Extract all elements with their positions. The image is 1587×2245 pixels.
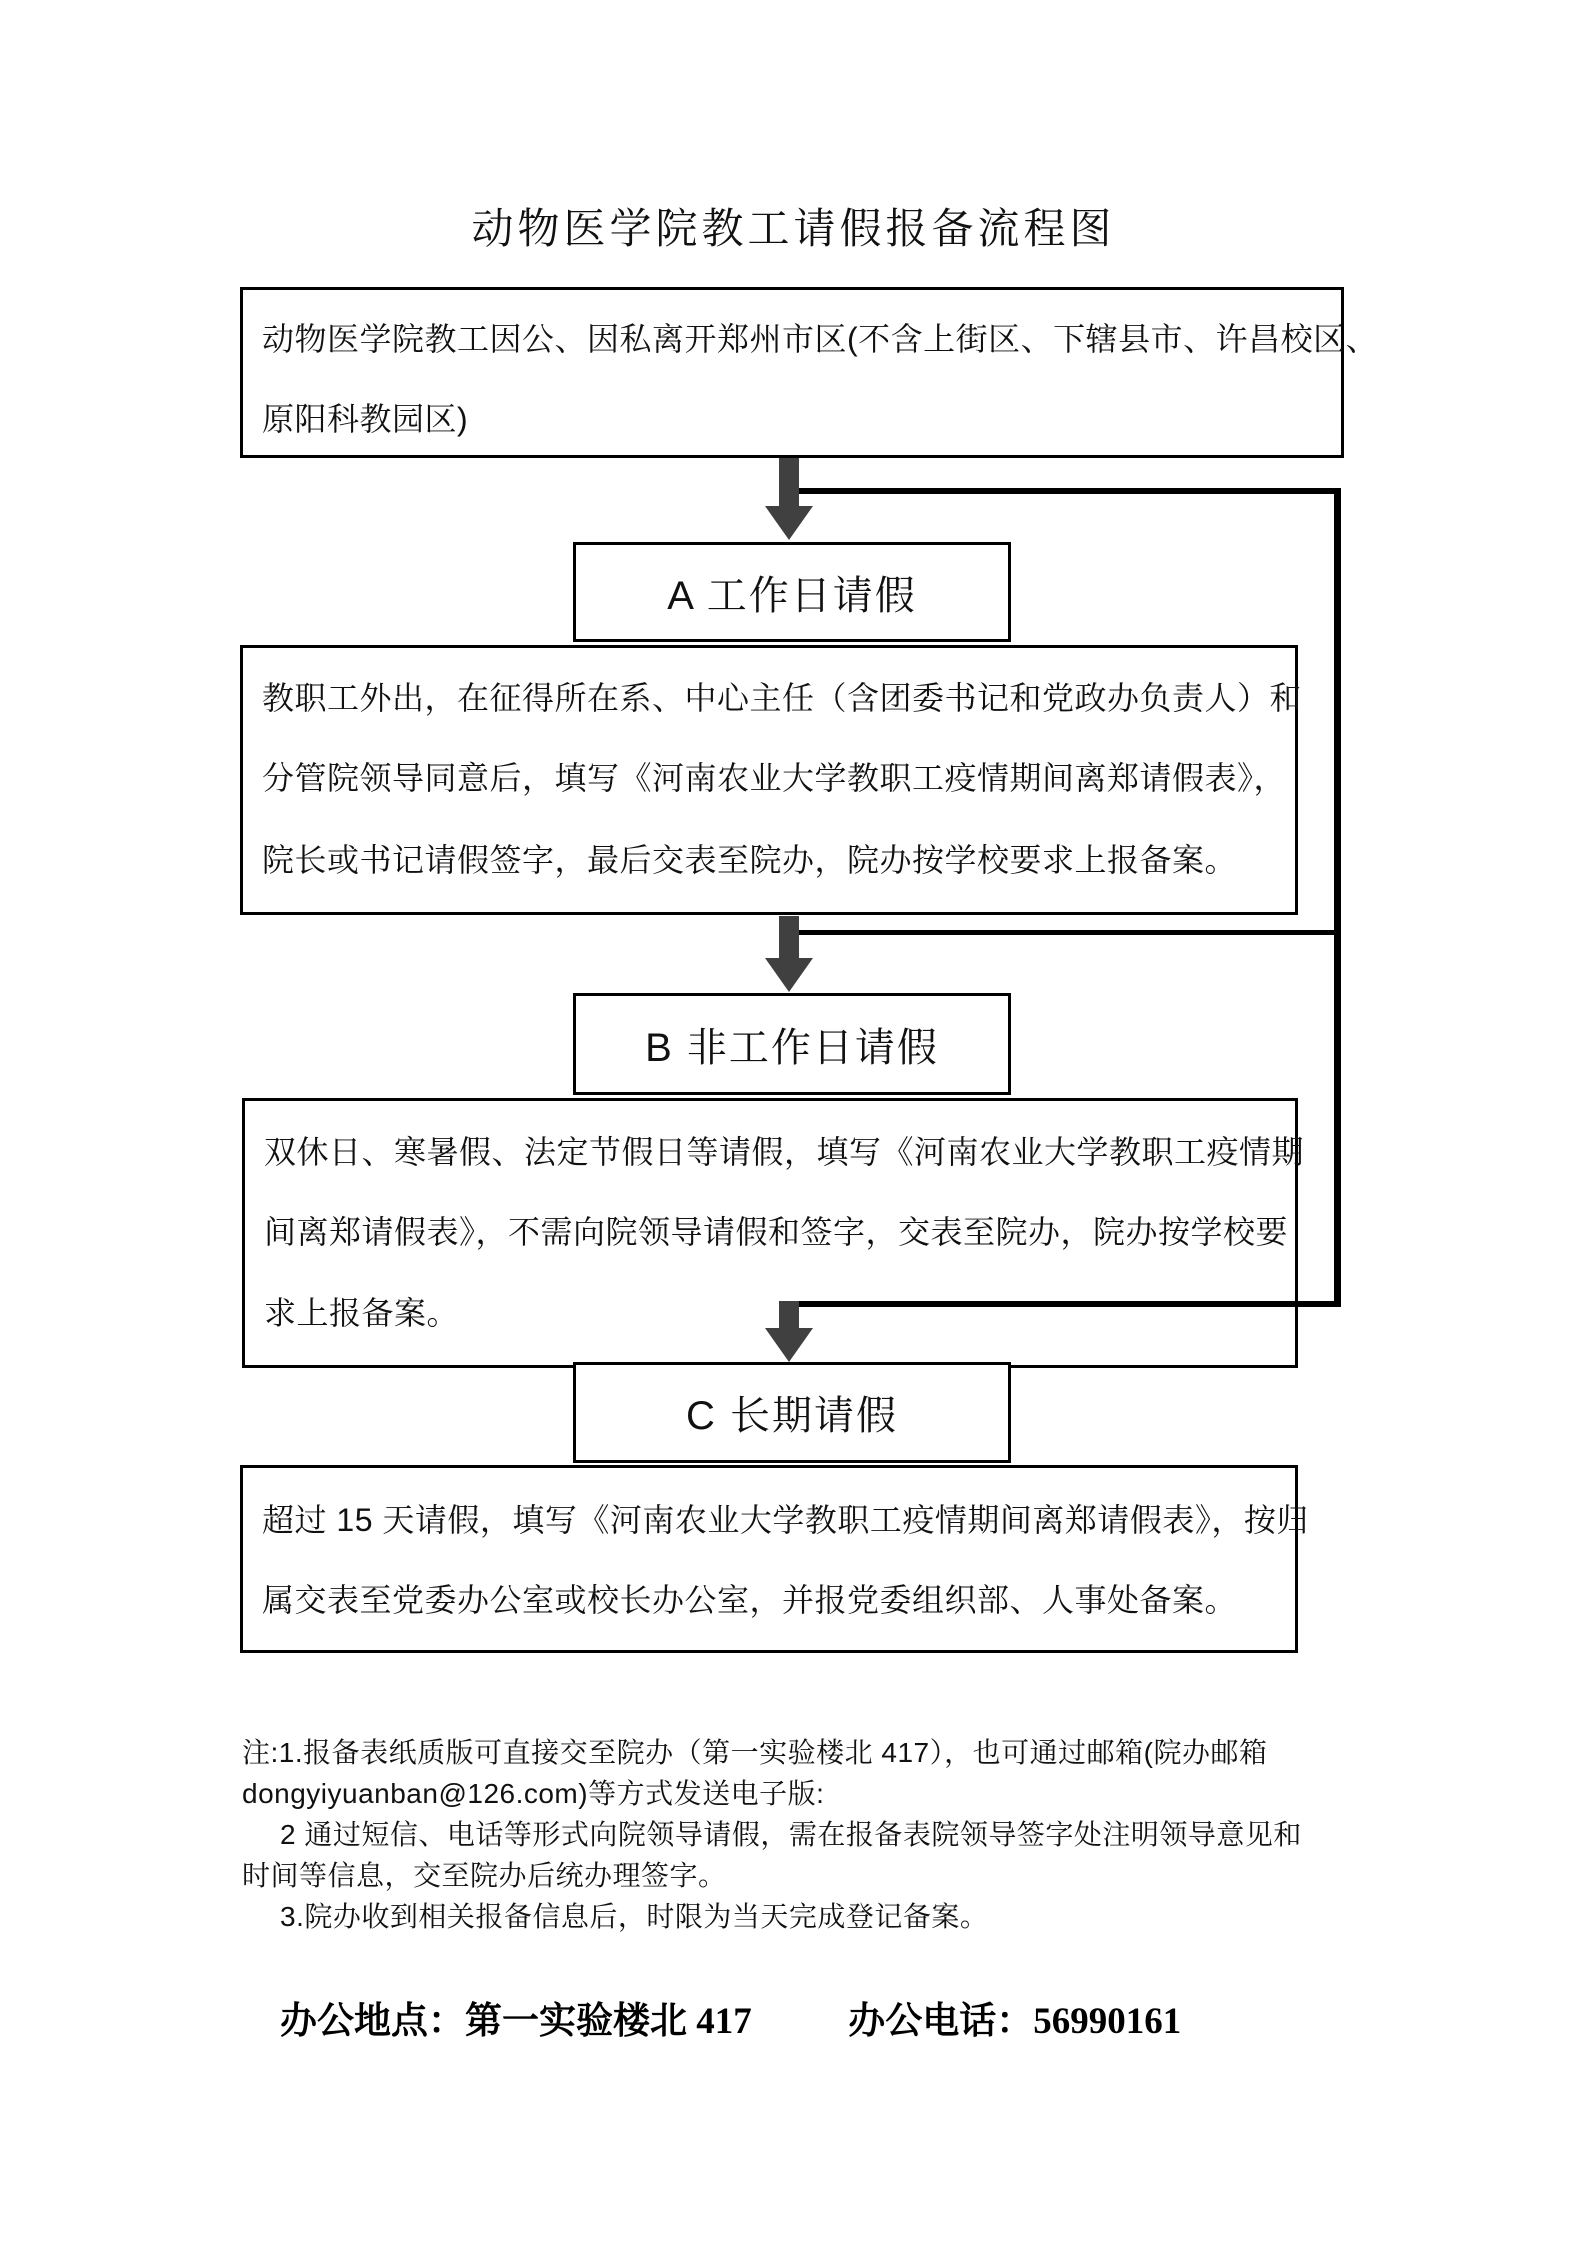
connector-line-bottom bbox=[789, 1301, 1341, 1307]
arrow-shaft bbox=[779, 458, 799, 506]
office-phone: 办公电话：56990161 bbox=[848, 2001, 1182, 2042]
step-c-desc-box bbox=[240, 1465, 1309, 1653]
arrow-head bbox=[765, 958, 813, 992]
arrow-head bbox=[765, 1328, 813, 1362]
notes-block bbox=[242, 1732, 1372, 1937]
note-line: 3.院办收到相关报备信息后，时限为当天完成登记备案。 bbox=[280, 1901, 989, 1932]
step-a-label: A 工作日请假 bbox=[667, 573, 917, 618]
desc-text-line: 求上报备案。 bbox=[264, 1295, 460, 1331]
desc-text-line: 属交表至党委办公室或校长办公室，并报党委组织部、人事处备案。 bbox=[262, 1582, 1238, 1618]
start-box-line: 动物医学院教工因公、因私离开郑州市区(不含上街区、下辖县市、许昌校区、 bbox=[262, 321, 1379, 357]
bypass-rail-line bbox=[1334, 488, 1341, 1307]
step-c-label: C 长期请假 bbox=[686, 1394, 898, 1438]
desc-text-line: 间离郑请假表》，不需向院领导请假和签字，交表至院办，院办按学校要 bbox=[264, 1214, 1289, 1250]
start-box bbox=[240, 287, 1379, 458]
arrow-shaft bbox=[779, 1301, 799, 1328]
start-box-line: 原阳科教园区) bbox=[262, 401, 469, 437]
desc-text-line: 双休日、寒暑假、法定节假日等请假，填写《河南农业大学教职工疫情期 bbox=[264, 1134, 1305, 1170]
desc-text-line: 分管院领导同意后，填写《河南农业大学教职工疫情期间离郑请假表》， bbox=[262, 760, 1287, 796]
arrow-shaft bbox=[779, 916, 799, 958]
note-line: dongyiyuanban@126.com)等方式发送电子版: bbox=[242, 1778, 825, 1809]
step-a-desc-box bbox=[240, 645, 1303, 915]
office-location: 办公地点：第一实验楼北 417 bbox=[280, 2001, 752, 2042]
step-a-title-box bbox=[573, 542, 1011, 642]
note-line: 时间等信息，交至院办后统办理签字。 bbox=[242, 1860, 727, 1891]
connector-line-top bbox=[789, 488, 1341, 494]
step-c-title-box bbox=[573, 1362, 1011, 1463]
note-line: 2 通过短信、电话等形式向院领导请假，需在报备表院领导签字处注明领导意见和 bbox=[280, 1819, 1302, 1850]
footer-contact bbox=[280, 2000, 1181, 2044]
page-title: 动物医学院教工请假报备流程图 bbox=[471, 205, 1116, 252]
step-b-label: B 非工作日请假 bbox=[645, 1025, 939, 1070]
note-line: 注:1.报备表纸质版可直接交至院办（第一实验楼北 417），也可通过邮箱(院办邮箱 bbox=[242, 1737, 1268, 1768]
connector-line-middle bbox=[789, 930, 1341, 935]
arrow-head bbox=[765, 506, 813, 540]
desc-text-line: 教职工外出，在征得所在系、中心主任（含团委书记和党政办负责人）和 bbox=[262, 680, 1303, 716]
desc-text-line: 超过 15 天请假，填写《河南农业大学教职工疫情期间离郑请假表》，按归 bbox=[262, 1502, 1309, 1538]
step-b-title-box bbox=[573, 993, 1011, 1095]
desc-text-line: 院长或书记请假签字，最后交表至院办，院办按学校要求上报备案。 bbox=[262, 842, 1238, 878]
